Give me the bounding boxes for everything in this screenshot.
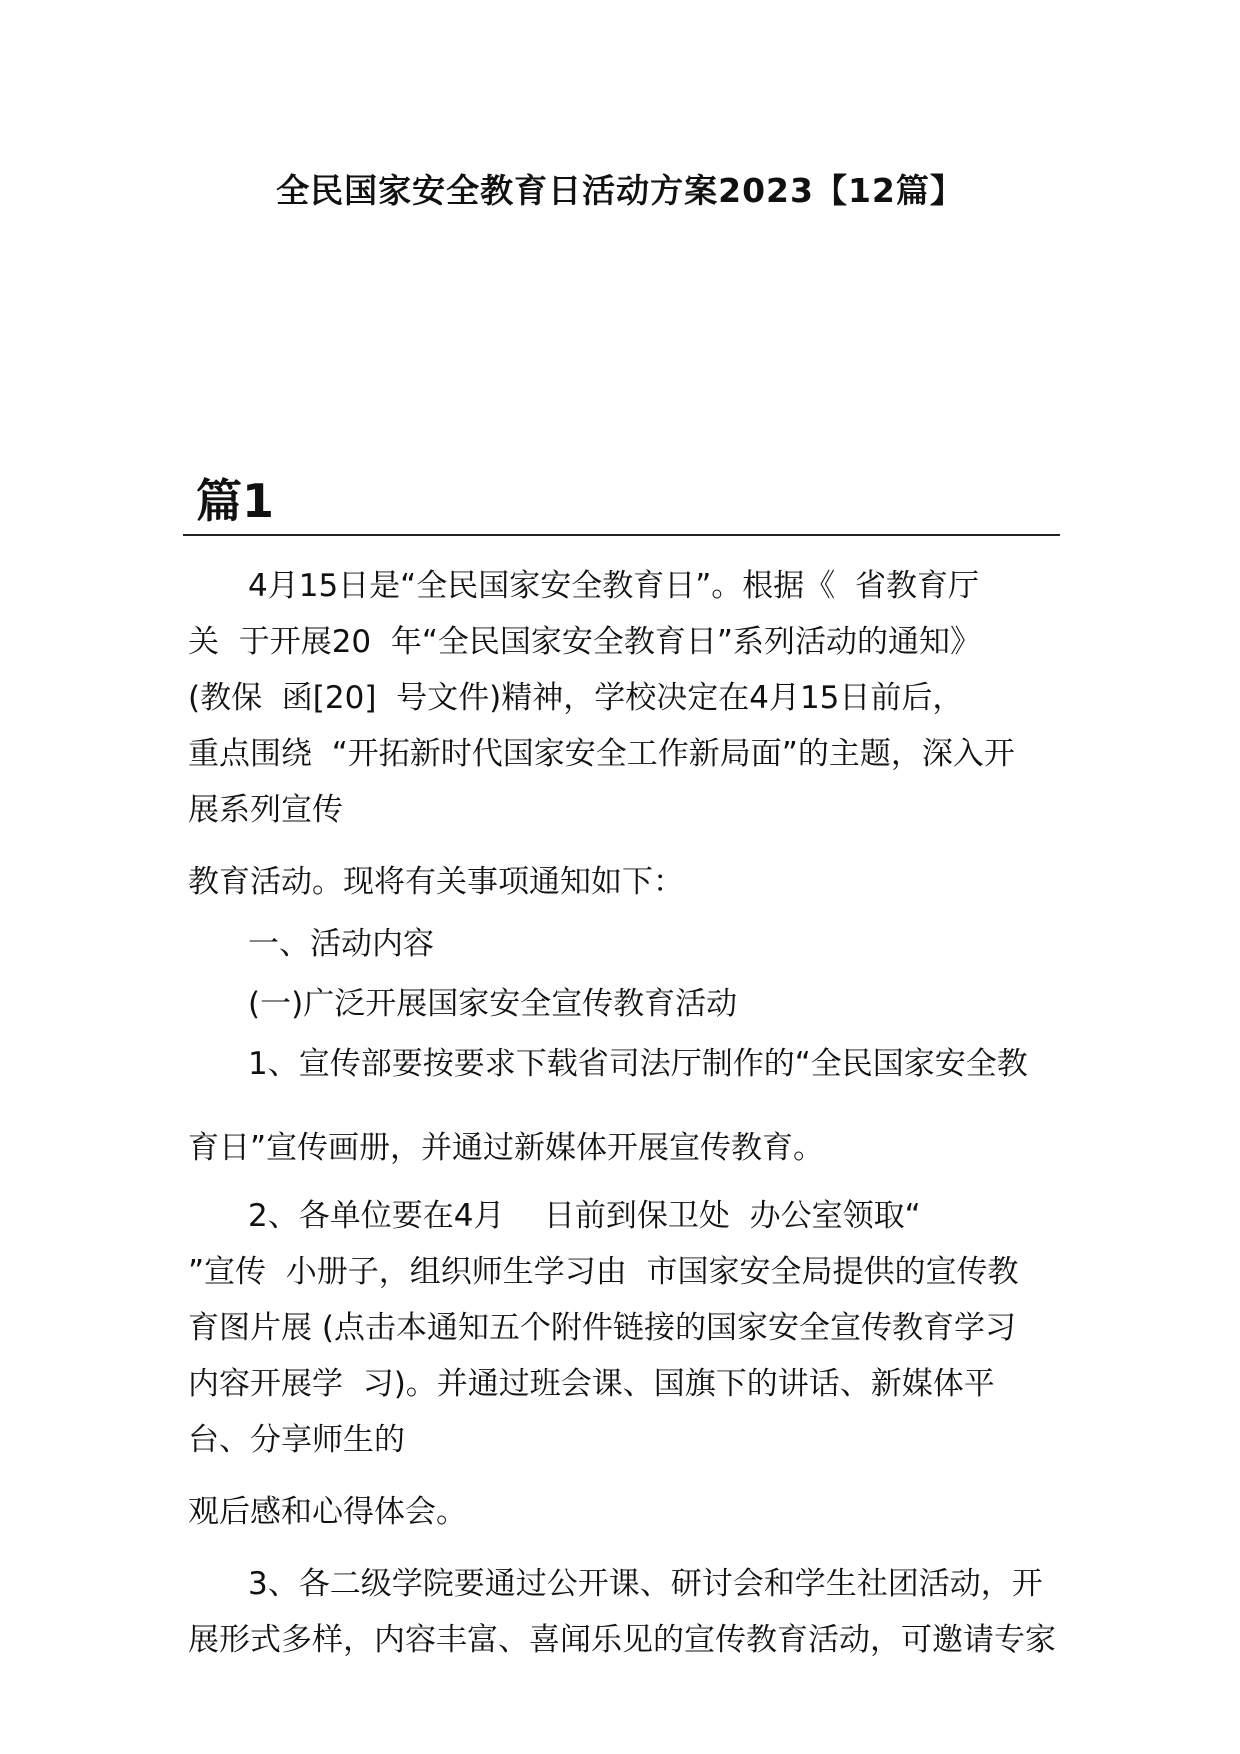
paragraph-line: 3、各二级学院要通过公开课、研讨会和学生社团活动，开 — [248, 1566, 1043, 1602]
subsection-heading: 一、活动内容 — [248, 926, 434, 962]
paragraph-line: 内容开展学 习)。并通过班会课、国旗下的讲话、新媒体平 — [188, 1366, 995, 1402]
paragraph-line: 教育活动。现将有关事项通知如下： — [188, 864, 684, 900]
paragraph-line: 展系列宣传 — [188, 792, 343, 828]
heading-divider — [183, 534, 1060, 536]
paragraph-line: 1、宣传部要按要求下载省司法厅制作的“全民国家安全教 — [248, 1046, 1028, 1082]
paragraph-line: 观后感和心得体会。 — [188, 1494, 467, 1530]
document-title: 全民国家安全教育日活动方案2023【12篇】 — [276, 171, 964, 210]
paragraph-line: ”宣传 小册子，组织师生学习由 市国家安全局提供的宣传教 — [188, 1254, 1019, 1290]
paragraph-line: 台、分享师生的 — [188, 1422, 405, 1458]
paragraph-line: 4月15日是“全民国家安全教育日”。根据《 省教育厅 — [248, 568, 979, 604]
paragraph-line: 育日”宣传画册，并通过新媒体开展宣传教育。 — [188, 1130, 825, 1166]
paragraph-line: 关 于开展20 年“全民国家安全教育日”系列活动的通知》 — [188, 624, 981, 660]
paragraph-line: 展形式多样，内容丰富、喜闻乐见的宣传教育活动，可邀请专家 — [188, 1622, 1056, 1658]
paragraph-line: 2、各单位要在4月 日前到保卫处 办公室领取“ — [248, 1198, 921, 1234]
section-heading: 篇1 — [196, 474, 275, 528]
paragraph-line: 重点围绕 “开拓新时代国家安全工作新局面”的主题，深入开 — [188, 736, 1015, 772]
paragraph-line: 育图片展 (点击本通知五个附件链接的国家安全宣传教育学习 — [188, 1310, 1016, 1346]
subsection-heading: (一)广泛开展国家安全宣传教育活动 — [248, 986, 738, 1022]
paragraph-line: (教保 函[20] 号文件)精神，学校决定在4月15日前后， — [188, 680, 964, 716]
